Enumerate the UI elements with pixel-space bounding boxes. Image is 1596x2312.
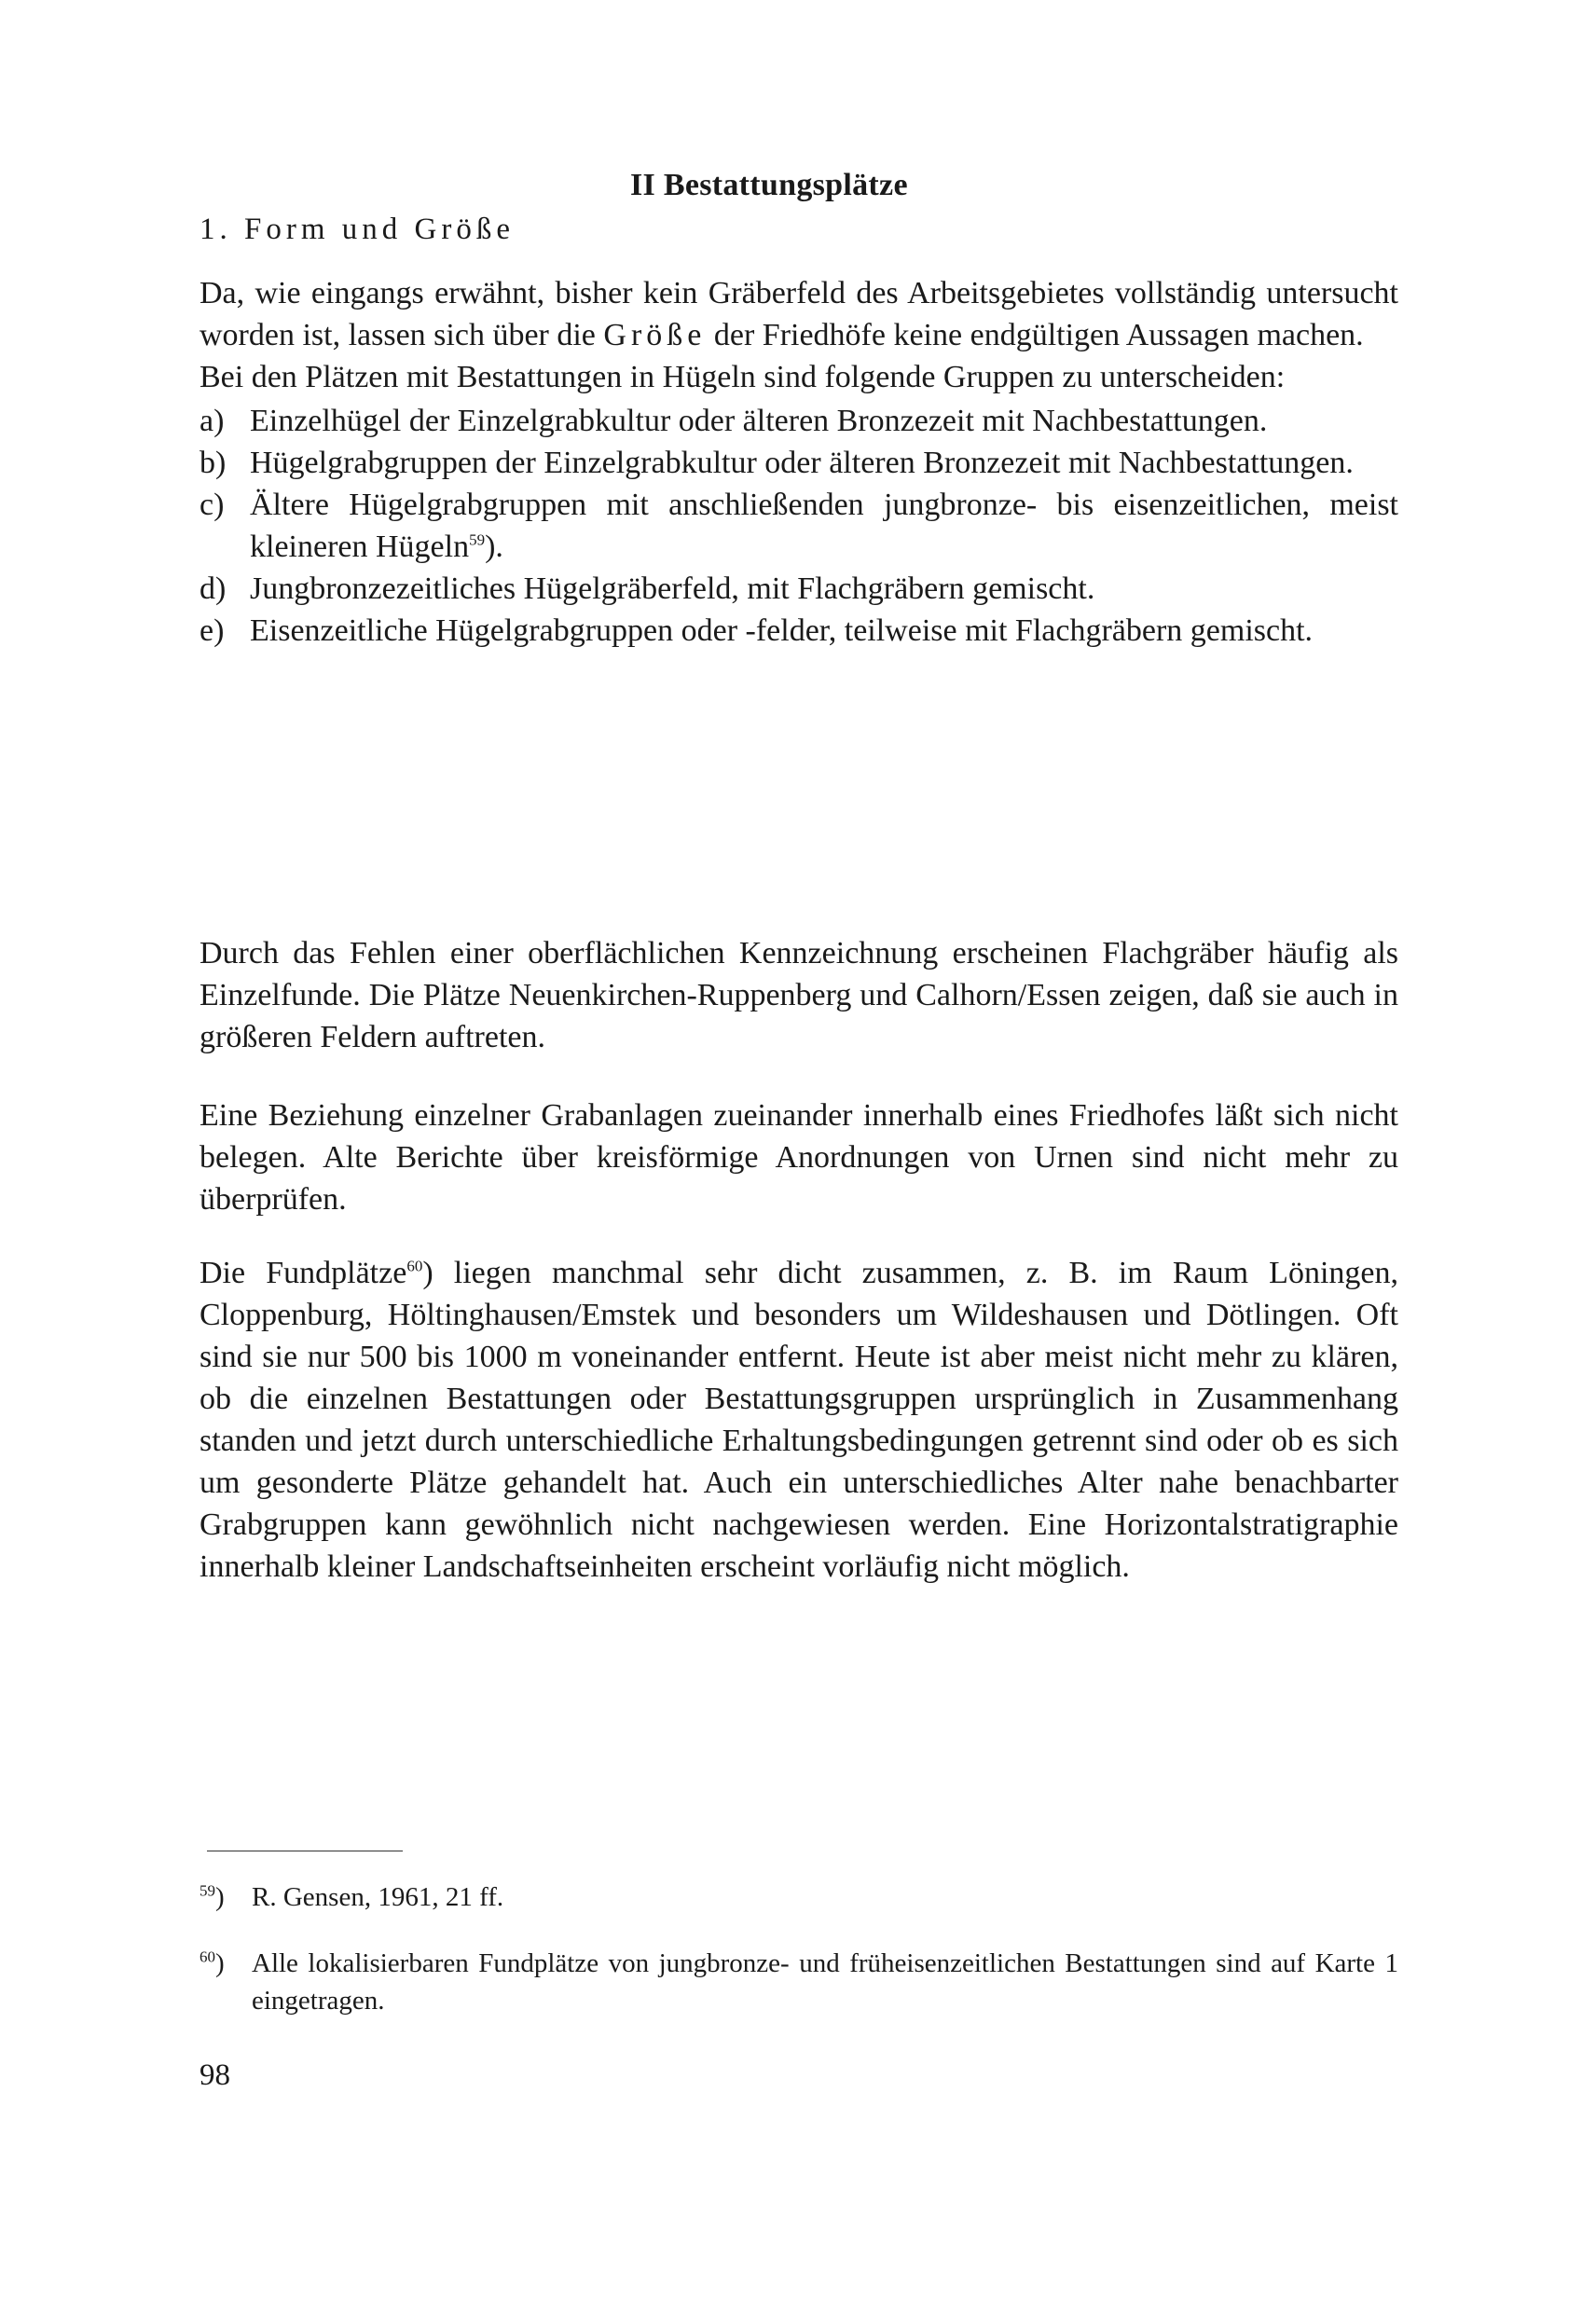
list-item-b [200,442,1398,484]
footnote-paren: ) [215,1882,225,1912]
chapter-title: II Bestattungsplätze [630,168,908,202]
list-marker: d) [200,571,227,606]
paragraph-relations: Eine Beziehung einzelner Grabanlagen zueinander innerhalb eines Friedhofes läßt sich nicht belegen. Alte Berichte über kreisförmige Anordnungen von Urnen sind nicht mehr zu überprüfen. [200,1098,1398,1217]
section-heading: 1. Form und Größe [200,213,515,246]
footnote-ref-59[interactable]: 59 [469,530,486,549]
footnote-marker [200,1878,252,1916]
list-marker: e) [200,613,225,648]
footnote-marker [200,1945,252,2019]
list-marker: c) [200,488,225,522]
list-item-text: Hügelgrabgruppen der Einzelgrabkultur oder älteren Bronzezeit mit Nachbestattungen. [250,446,1354,480]
list-item-d [200,568,1398,610]
intro-paragraph [200,272,1398,652]
list-item-text: Eisenzeitliche Hügelgrabgruppen oder -felder, teilweise mit Flachgräbern gemischt. [250,613,1314,648]
list-item-e [200,610,1398,652]
group-list [200,400,1398,652]
intro-emphasis: Größe [603,318,707,352]
footnote-60 [200,1945,1398,2019]
list-item-c-tail: ). [485,530,503,564]
footnote-number: 60 [200,1947,215,1966]
page-number: 98 [200,2058,230,2092]
list-marker: a) [200,404,225,438]
footnote-number: 59 [200,1881,215,1900]
list-marker: b) [200,446,227,480]
list-item-c-text: Ältere Hügelgrabgruppen mit anschließenden jungbronze- bis eisenzeitlichen, meist kleineren Hügeln [250,488,1398,564]
footnote-text: Alle lokalisierbaren Fundplätze von jungbronze- und früheisenzeitlichen Bestattungen sind auf Karte 1 eingetragen. [252,1948,1398,2016]
list-item-text [250,484,1398,568]
footnote-paren: ) [215,1948,225,1978]
paragraph-flat-graves: Durch das Fehlen einer oberflächlichen Kennzeichnung erscheinen Flachgräber häufig als Einzelfunde. Die Plätze Neuenkirchen-Ruppenberg und Calhorn/Essen zeigen, daß sie auch in größeren Feldern auftreten. [200,936,1398,1054]
list-intro: Bei den Plätzen mit Bestattungen in Hügeln sind folgende Gruppen zu unterscheiden: [200,360,1286,394]
intro-text-before: Da, wie eingangs erwähnt, bisher kein Gräberfeld des Arbeitsgebietes vollständig untersucht worden ist, lassen sich über die [200,276,1398,352]
paragraph-sites-before: Die Fundplätze [200,1256,407,1290]
list-item-c [200,484,1398,568]
intro-sentence [200,272,1398,356]
list-item-text: Jungbronzezeitliches Hügelgräberfeld, mit Flachgräbern gemischt. [250,571,1095,606]
footnote-ref-60[interactable]: 60 [406,1257,423,1275]
paragraph-sites [200,1252,1398,1588]
list-item-text: Einzelhügel der Einzelgrabkultur oder älteren Bronzezeit mit Nachbestattungen. [250,404,1268,438]
list-item-a [200,400,1398,442]
footnote-59 [200,1878,1398,1916]
footnote-text: R. Gensen, 1961, 21 ff. [252,1882,504,1912]
paragraph-sites-after: ) liegen manchmal sehr dicht zusammen, z. B. im Raum Löningen, Cloppenburg, Höltinghausen/Emstek und besonders um Wildeshausen und Dötlingen. Oft sind sie nur 500 bis 1000 m voneinander entfernt. Heute ist aber meist nicht mehr zu klären, ob die einzelnen Bestattungen oder Bestattungsgruppen ursprünglich in Zusammenhang standen und jetzt durch unterschiedliche Erhaltungsbedingungen getrennt sind oder ob es sich um gesonderte Plätze gehandelt hat. Auch ein unterschiedliches Alter nahe benachbarter Grabgruppen kann gewöhnlich nicht nachgewiesen werden. Eine Horizontalstratigraphie innerhalb kleiner Landschaftseinheiten erscheint vorläufig nicht möglich. [200,1256,1398,1584]
intro-text-after: der Friedhöfe keine endgültigen Aussagen machen. [706,318,1364,352]
